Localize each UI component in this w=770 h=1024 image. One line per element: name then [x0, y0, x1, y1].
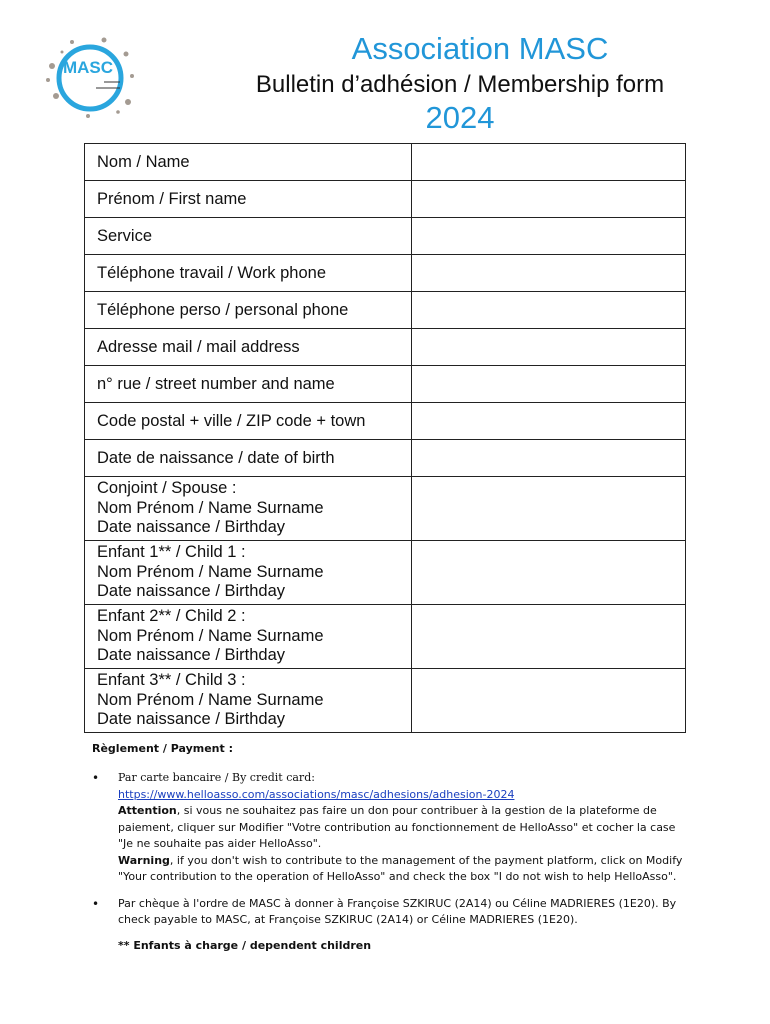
- field-input[interactable]: [412, 329, 686, 366]
- form-row: [85, 144, 686, 181]
- field-input[interactable]: [412, 144, 686, 181]
- warning-text: , if you don't wish to contribute to the management of the payment platform, click on Modify "Your contribution to the operation of HelloAsso" and check the box "I do not wish to help HelloAsso".: [118, 853, 683, 883]
- page-header: [160, 30, 760, 136]
- membership-form-table: [84, 143, 686, 733]
- label-line: Date naissance / Birthday: [97, 582, 286, 601]
- form-row: [85, 292, 686, 329]
- form-row-child-1: [85, 541, 686, 605]
- label-line: Date naissance / Birthday: [97, 710, 286, 729]
- masc-logo: [42, 36, 138, 120]
- cheque-text: Par chèque à l'ordre de MASC à donner à Françoise SZKIRUC (2A14) ou Céline MADRIERES (1E20). By check payable to MASC, at Françoise SZKIRUC (2A14) or Céline MADRIERES (1E20).: [118, 896, 677, 926]
- attention-label: Attention: [118, 804, 177, 817]
- label-line: Nom Prénom / Name Surname: [97, 562, 324, 581]
- field-label: n° rue / street number and name: [85, 366, 412, 403]
- label-line: Enfant 2** / Child 2 :: [97, 607, 246, 626]
- payment-section: [92, 742, 692, 952]
- field-label: Nom / Name: [85, 144, 412, 181]
- field-input[interactable]: [412, 292, 686, 329]
- form-row: [85, 329, 686, 366]
- form-row: [85, 218, 686, 255]
- payment-option-cheque: [92, 896, 692, 929]
- field-input[interactable]: [412, 669, 686, 733]
- label-line: Nom Prénom / Name Surname: [97, 626, 324, 645]
- attention-note: [118, 803, 692, 853]
- field-label: Adresse mail / mail address: [85, 329, 412, 366]
- form-row: [85, 403, 686, 440]
- form-row: [85, 181, 686, 218]
- label-line: Conjoint / Spouse :: [97, 479, 237, 498]
- field-input[interactable]: [412, 541, 686, 605]
- field-label-child-3: [85, 669, 412, 733]
- field-label: Date de naissance / date of birth: [85, 440, 412, 477]
- payment-options: [92, 770, 692, 929]
- field-label: Prénom / First name: [85, 181, 412, 218]
- label-line: Date naissance / Birthday: [97, 646, 286, 665]
- card-payment-label: Par carte bancaire / By credit card:: [118, 771, 315, 784]
- form-subtitle: Bulletin d’adhésion / Membership form: [255, 71, 665, 98]
- field-input[interactable]: [412, 366, 686, 403]
- field-label: Téléphone perso / personal phone: [85, 292, 412, 329]
- field-input[interactable]: [412, 605, 686, 669]
- field-input[interactable]: [412, 440, 686, 477]
- bullet-icon: •: [92, 771, 100, 785]
- form-row: [85, 255, 686, 292]
- payment-heading: Règlement / Payment :: [92, 742, 233, 755]
- field-label-child-2: [85, 605, 412, 669]
- field-label: Téléphone travail / Work phone: [85, 255, 412, 292]
- field-input[interactable]: [412, 255, 686, 292]
- field-label: Service: [85, 218, 412, 255]
- label-line: Nom Prénom / Name Surname: [97, 498, 324, 517]
- helloasso-link[interactable]: https://www.helloasso.com/associations/masc/adhesions/adhesion-2024: [118, 787, 515, 801]
- payment-option-card: [92, 770, 692, 886]
- label-line: Nom Prénom / Name Surname: [97, 690, 324, 709]
- association-title: Association MASC: [351, 31, 609, 66]
- form-row-child-2: [85, 605, 686, 669]
- label-line: Date naissance / Birthday: [97, 518, 286, 537]
- field-input[interactable]: [412, 477, 686, 541]
- form-row: [85, 366, 686, 403]
- attention-text: , si vous ne souhaitez pas faire un don pour contribuer à la gestion de la plateforme de paiement, cliquer sur Modifier "Votre contribution au fonctionnement de HelloAsso" et cocher la case "Je ne souhaite pas aider HelloAsso".: [118, 804, 676, 850]
- form-row-spouse: [85, 477, 686, 541]
- field-label-child-1: [85, 541, 412, 605]
- svg-text:MASC: MASC: [62, 58, 114, 77]
- form-row-child-3: [85, 669, 686, 733]
- field-label-spouse: [85, 477, 412, 541]
- field-input[interactable]: [412, 403, 686, 440]
- label-line: Enfant 1** / Child 1 :: [97, 543, 246, 562]
- bullet-icon: •: [92, 896, 100, 911]
- dependent-children-footnote: ** Enfants à charge / dependent children: [118, 938, 372, 952]
- label-line: Enfant 3** / Child 3 :: [97, 671, 246, 690]
- field-input[interactable]: [412, 218, 686, 255]
- warning-label: Warning: [118, 853, 170, 867]
- masc-logo-graphic: [42, 36, 138, 120]
- form-row: [85, 440, 686, 477]
- warning-note: [118, 853, 692, 886]
- field-input[interactable]: [412, 181, 686, 218]
- form-year: 2024: [425, 100, 495, 135]
- field-label: Code postal + ville / ZIP code + town: [85, 403, 412, 440]
